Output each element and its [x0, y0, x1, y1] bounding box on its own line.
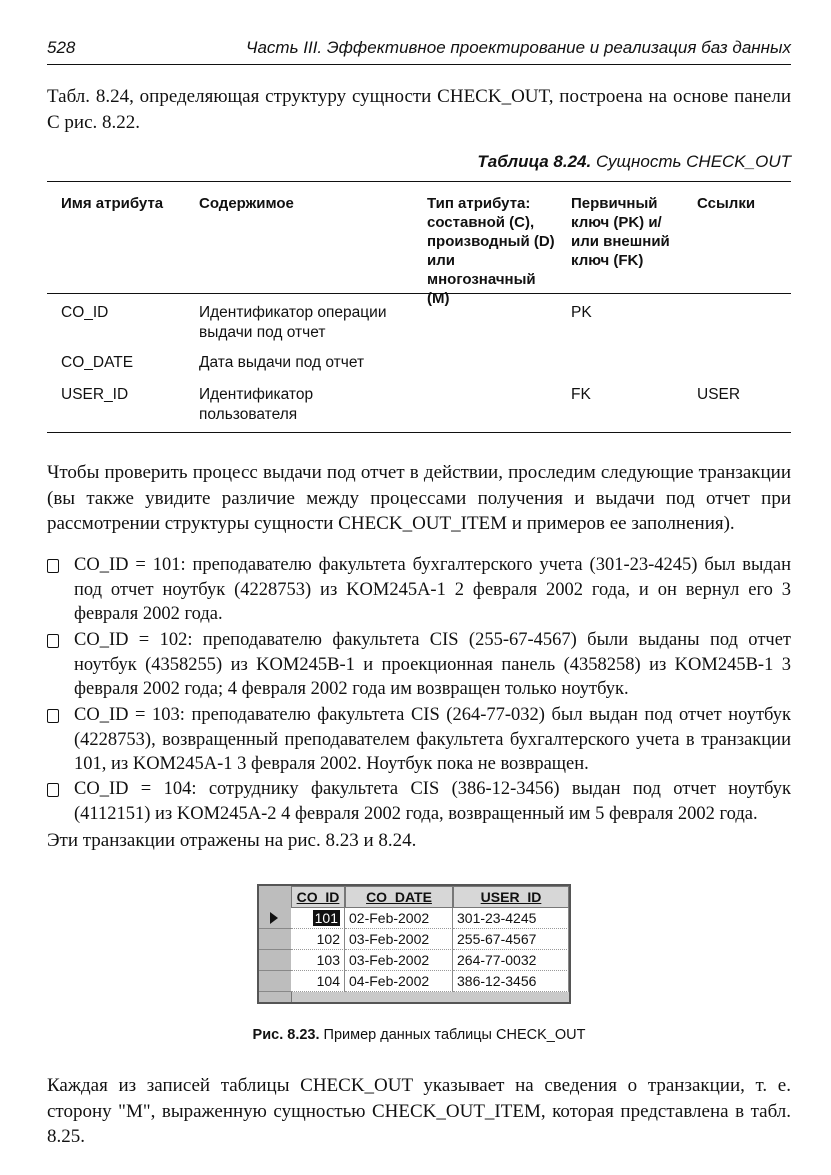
column-header-co-id[interactable]: CO_ID — [291, 886, 345, 908]
table-cell[interactable]: 102 — [291, 929, 345, 950]
list-item-text: CO_ID = 104: сотруднику факультета CIS (386-12-3456) выдан под отчет ноутбук (4112151) из KOM245A-2 4 февраля 2002 года, возвращенный им 5 февраля 2002 года. — [74, 779, 791, 824]
list-item — [47, 777, 791, 826]
row-user-id-key: FK — [571, 386, 591, 403]
checkbox-bullet-icon — [47, 783, 59, 797]
row-co-date-content: Дата выдачи под отчет — [199, 354, 365, 371]
list-item-text: CO_ID = 103: преподавателю факультета CIS (264-77-032) был выдан под отчет ноутбук (4228753), возвращенный преподавателем факультета бухгалтерского учета в транзакции 101, из KOM245A-1 3 февраля 2002. Ноутбук пока не возвращен. — [74, 705, 791, 774]
record-selector[interactable] — [259, 908, 291, 929]
figure-caption — [47, 1027, 791, 1043]
table-cell[interactable]: 04-Feb-2002 — [345, 971, 453, 992]
header-key: Первичный ключ (PK) и/или внешний ключ (FK) — [571, 195, 670, 269]
page-header — [47, 36, 791, 65]
figure-caption-text: Пример данных таблицы CHECK_OUT — [323, 1027, 586, 1043]
table-caption-label: Таблица 8.24. — [477, 152, 592, 171]
checkbox-bullet-icon — [47, 709, 59, 723]
table-caption-title: Сущность CHECK_OUT — [595, 152, 791, 171]
list-item-text: CO_ID = 102: преподавателю факультета CIS (255-67-4567) были выданы под отчет ноутбук (4358255) из KOM245B-1 и проекционная панель (4358258) из KOM245B-1 3 февраля 2002 года; 4 февраля 2002 года им возвращен только ноутбук. — [74, 630, 791, 699]
row-co-id-content: Идентификатор операции выдачи под отчет — [199, 304, 387, 341]
table-cell[interactable]: 301-23-4245 — [453, 908, 569, 929]
list-item — [47, 703, 791, 777]
closing-paragraph: Каждая из записей таблицы CHECK_OUT указывает на сведения о транзакции, т. е. сторону "M", выраженную сущностью CHECK_OUT_ITEM, которая представлена в табл. 8.25. — [47, 1075, 791, 1147]
list-item — [47, 553, 791, 627]
table-cell[interactable]: 255-67-4567 — [453, 929, 569, 950]
header-references: Ссылки — [697, 195, 756, 212]
table-cell[interactable]: 264-77-0032 — [453, 950, 569, 971]
checkbox-bullet-icon — [47, 559, 59, 573]
record-selector[interactable] — [259, 950, 291, 971]
checkbox-bullet-icon — [47, 634, 59, 648]
selected-cell-value[interactable]: 101 — [314, 910, 338, 926]
record-selector[interactable] — [259, 971, 291, 992]
check-out-datasheet — [257, 884, 571, 1004]
table-cell[interactable]: 02-Feb-2002 — [345, 908, 453, 929]
column-header-co-date[interactable]: CO_DATE — [345, 886, 453, 908]
row-user-id-name: USER_ID — [61, 386, 129, 403]
table-cell[interactable]: 03-Feb-2002 — [345, 950, 453, 971]
header-content: Содержимое — [199, 195, 294, 212]
page-number: 528 — [47, 38, 76, 57]
figure-caption-label: Рис. 8.23. — [252, 1027, 320, 1043]
table-cell[interactable]: 386-12-3456 — [453, 971, 569, 992]
table-cell[interactable]: 03-Feb-2002 — [345, 929, 453, 950]
check-paragraph: Чтобы проверить процесс выдачи под отчет в действии, проследим следующие транзакции (вы также увидите различие между процессами получения и выдачи под отчет при рассмотрении структуры сущности CHECK_OUT_ITEM и примеров ее заполнения). — [47, 462, 791, 534]
row-co-id-key: PK — [571, 304, 592, 321]
list-item-text: CO_ID = 101: преподавателю факультета бухгалтерского учета (301-23-4245) был выдан под отчет ноутбук (4228753) из KOM245A-1 2 февраля 2002 года, и он вернул его 3 февраля 2002 года. — [74, 555, 791, 624]
header-attribute-type: Тип атрибута: составной (С), производный (D) или многозначный (М) — [427, 195, 555, 307]
attribute-table — [47, 181, 791, 433]
list-item — [47, 628, 791, 702]
table-cell[interactable] — [291, 908, 345, 929]
table-caption — [477, 152, 791, 172]
header-attribute-name: Имя атрибута — [61, 195, 164, 212]
current-record-arrow-icon — [270, 912, 278, 924]
running-title: Часть III. Эффективное проектирование и реализация баз данных — [246, 38, 791, 57]
intro-paragraph: Табл. 8.24, определяющая структуру сущности CHECK_OUT, построена на основе панели С рис. 8.22. — [47, 86, 791, 133]
table-cell[interactable]: 104 — [291, 971, 345, 992]
row-co-id-name: CO_ID — [61, 304, 109, 321]
table-header-rule — [47, 293, 791, 294]
row-user-id-ref: USER — [697, 386, 741, 403]
record-selector[interactable] — [259, 929, 291, 950]
table-cell[interactable]: 103 — [291, 950, 345, 971]
row-co-date-name: CO_DATE — [61, 354, 134, 371]
column-header-user-id[interactable]: USER_ID — [453, 886, 569, 908]
references-paragraph: Эти транзакции отражены на рис. 8.23 и 8.24. — [47, 830, 417, 851]
row-user-id-content: Идентификатор пользователя — [199, 386, 314, 423]
